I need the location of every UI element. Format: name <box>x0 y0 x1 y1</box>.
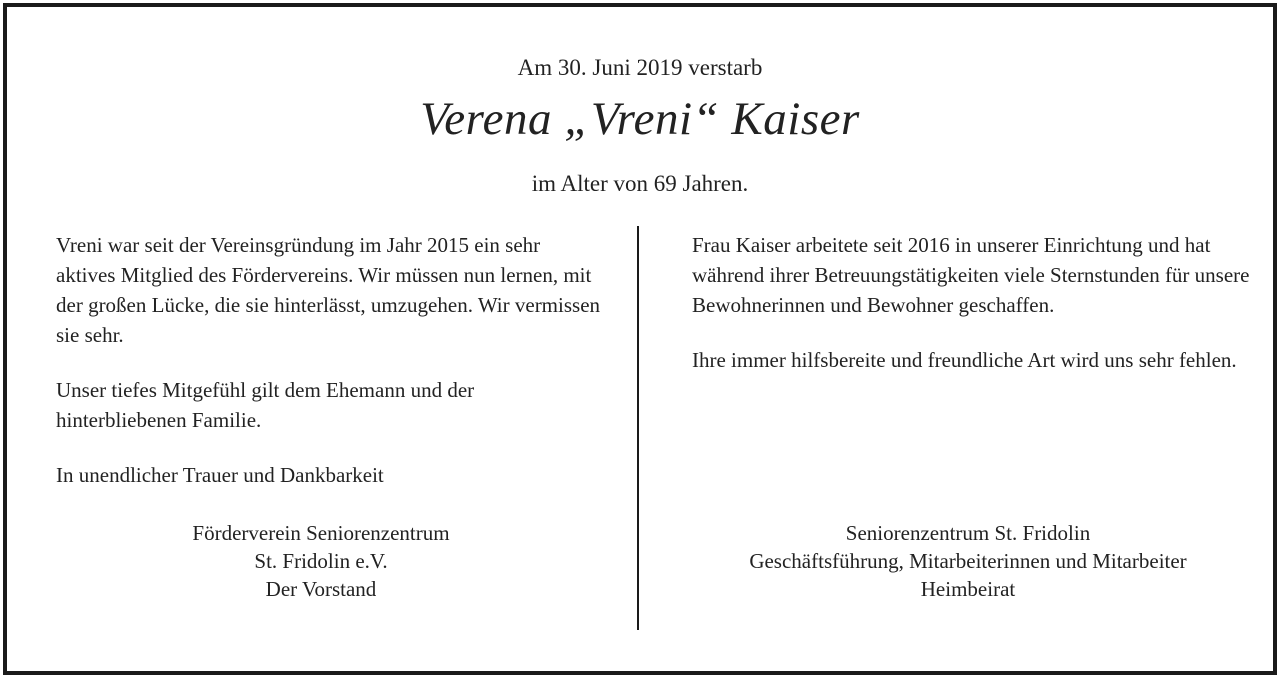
left-column <box>56 230 601 515</box>
right-signature-line-1: Seniorenzentrum St. Fridolin <box>845 521 1091 545</box>
right-paragraph-1: Frau Kaiser arbeitete seit 2016 in unserer Einrichtung und hat während ihrer Betreuungstätigkeiten viele Sternstunden für unsere Bewohnerinnen und Bewohner geschaffen. <box>692 233 1250 317</box>
left-paragraph-2: Unser tiefes Mitgefühl gilt dem Ehemann und der hinterbliebenen Familie. <box>56 378 475 432</box>
left-signature-line-3: Der Vorstand <box>265 577 377 601</box>
left-paragraph-3: In unendlicher Trauer und Dankbarkeit <box>56 463 384 487</box>
deceased-name: Verena „Vreni“ Kaiser <box>420 93 860 145</box>
left-signature <box>56 519 586 603</box>
right-column <box>692 230 1252 400</box>
left-paragraph-1: Vreni war seit der Vereinsgründung im Jahr 2015 ein sehr aktives Mitglied des Fördervereins. Wir müssen nun lernen, mit der großen Lücke, die sie hinterlässt, umzugehen. Wir vermissen sie sehr. <box>56 233 601 347</box>
right-paragraph-2: Ihre immer hilfsbereite und freundliche Art wird uns sehr fehlen. <box>692 348 1237 372</box>
left-signature-line-2: St. Fridolin e.V. <box>254 549 388 573</box>
age-text: im Alter von 69 Jahren. <box>531 171 749 196</box>
right-signature-line-2: Geschäftsführung, Mitarbeiterinnen und Mitarbeiter <box>749 549 1187 573</box>
intro-text: Am 30. Juni 2019 verstarb <box>517 55 763 80</box>
left-signature-line-1: Förderverein Seniorenzentrum <box>192 521 450 545</box>
right-signature-line-3: Heimbeirat <box>920 577 1016 601</box>
right-signature <box>692 519 1244 603</box>
column-divider <box>637 226 639 630</box>
